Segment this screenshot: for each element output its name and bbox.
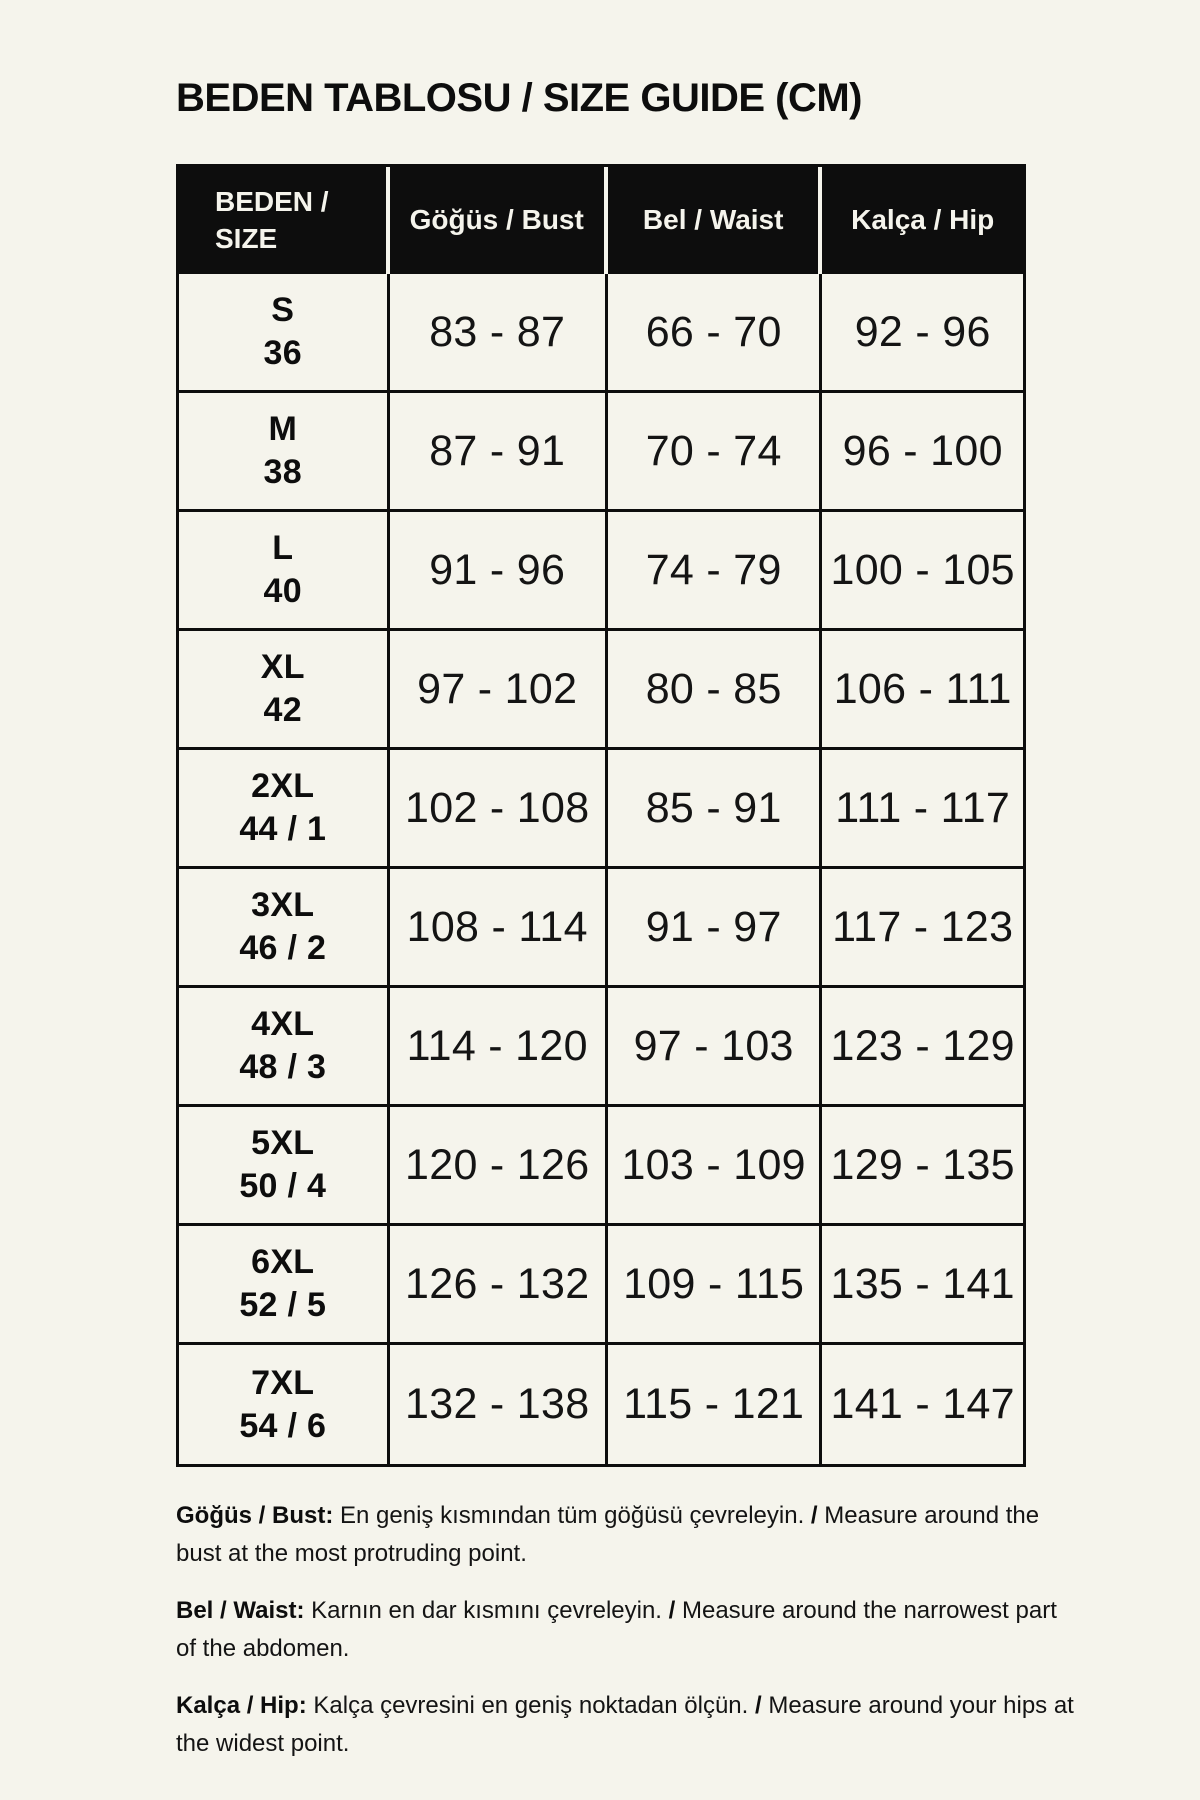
note-hip-tr: Kalça çevresini en geniş noktadan ölçün. xyxy=(313,1692,749,1719)
hip-value-cell: 111 - 117 xyxy=(822,750,1023,869)
size-label: XL xyxy=(260,648,305,687)
size-alt-label: 48 / 3 xyxy=(239,1048,327,1086)
size-alt-label: 38 xyxy=(263,453,302,491)
hip-value-cell: 100 - 105 xyxy=(822,512,1023,631)
size-alt-label: 36 xyxy=(263,334,302,372)
size-cell xyxy=(179,750,390,869)
size-cell xyxy=(179,988,390,1107)
bust-value-cell: 91 - 96 xyxy=(390,512,608,631)
size-label: L xyxy=(272,529,294,568)
note-bust-label: Göğüs / Bust: xyxy=(176,1502,334,1529)
hip-value-cell: 106 - 111 xyxy=(822,631,1023,750)
waist-value-cell: 103 - 109 xyxy=(608,1107,822,1226)
waist-value-cell: 74 - 79 xyxy=(608,512,822,631)
size-label: 2XL xyxy=(251,767,315,806)
size-cell xyxy=(179,393,390,512)
bust-value-cell: 83 - 87 xyxy=(390,274,608,393)
size-cell xyxy=(179,1107,390,1226)
size-label: 7XL xyxy=(251,1363,315,1402)
size-cell xyxy=(179,1345,390,1464)
size-cell xyxy=(179,274,390,393)
note-hip xyxy=(176,1687,1081,1763)
size-alt-label: 54 / 6 xyxy=(239,1406,327,1445)
size-cell xyxy=(179,1226,390,1345)
header-cell-size xyxy=(179,167,390,274)
waist-value-cell: 91 - 97 xyxy=(608,869,822,988)
note-bust-separator: / xyxy=(810,1502,818,1529)
hip-value-cell: 92 - 96 xyxy=(822,274,1023,393)
size-label: 6XL xyxy=(251,1243,315,1282)
note-waist-label: Bel / Waist: xyxy=(176,1597,305,1624)
header-cell-waist xyxy=(608,167,822,274)
waist-value-cell: 85 - 91 xyxy=(608,750,822,869)
header-bust-label: Göğüs / Bust xyxy=(409,204,584,236)
waist-value-cell: 97 - 103 xyxy=(608,988,822,1107)
hip-value-cell: 96 - 100 xyxy=(822,393,1023,512)
header-cell-hip xyxy=(822,167,1023,274)
hip-value-cell: 117 - 123 xyxy=(822,869,1023,988)
hip-value-cell: 129 - 135 xyxy=(822,1107,1023,1226)
hip-value-cell: 141 - 147 xyxy=(822,1345,1023,1464)
size-table-header xyxy=(179,167,1023,274)
note-hip-separator: / xyxy=(755,1692,762,1719)
size-label: S xyxy=(271,291,295,330)
size-alt-label: 50 / 4 xyxy=(239,1167,327,1205)
waist-value-cell: 109 - 115 xyxy=(608,1226,822,1345)
size-label: M xyxy=(268,410,298,449)
size-label: 5XL xyxy=(251,1124,315,1163)
measurement-notes xyxy=(176,1497,1081,1763)
bust-value-cell: 87 - 91 xyxy=(390,393,608,512)
size-cell xyxy=(179,869,390,988)
note-waist-tr: Karnın en dar kısmını çevreleyin. xyxy=(311,1597,662,1624)
note-waist-en: Measure around the narrowest part of the abdomen. xyxy=(176,1597,1057,1662)
header-size-label: BEDEN / SIZE xyxy=(215,185,329,254)
size-alt-label: 46 / 2 xyxy=(239,929,327,967)
bust-value-cell: 120 - 126 xyxy=(390,1107,608,1226)
note-hip-en: Measure around your hips at the widest point. xyxy=(176,1692,1074,1757)
note-waist-separator: / xyxy=(668,1597,676,1624)
note-waist xyxy=(176,1592,1081,1668)
hip-value-cell: 135 - 141 xyxy=(822,1226,1023,1345)
header-waist-label: Bel / Waist xyxy=(642,204,784,236)
bust-value-cell: 114 - 120 xyxy=(390,988,608,1107)
note-hip-label: Kalça / Hip: xyxy=(176,1692,307,1719)
size-alt-label: 42 xyxy=(263,691,302,729)
bust-value-cell: 97 - 102 xyxy=(390,631,608,750)
page-title: BEDEN TABLOSU / SIZE GUIDE (CM) xyxy=(176,76,862,120)
size-table-body xyxy=(179,274,1023,1464)
header-cell-bust xyxy=(390,167,608,274)
bust-value-cell: 132 - 138 xyxy=(390,1345,608,1464)
size-label: 4XL xyxy=(251,1005,315,1044)
size-table xyxy=(176,164,1026,1467)
size-label: 3XL xyxy=(251,886,315,925)
waist-value-cell: 66 - 70 xyxy=(608,274,822,393)
waist-value-cell: 80 - 85 xyxy=(608,631,822,750)
bust-value-cell: 126 - 132 xyxy=(390,1226,608,1345)
size-cell xyxy=(179,631,390,750)
waist-value-cell: 115 - 121 xyxy=(608,1345,822,1464)
size-alt-label: 52 / 5 xyxy=(239,1286,327,1324)
size-cell xyxy=(179,512,390,631)
size-alt-label: 40 xyxy=(263,572,302,610)
bust-value-cell: 102 - 108 xyxy=(390,750,608,869)
note-bust-en: Measure around the bust at the most protruding point. xyxy=(176,1502,1040,1567)
size-alt-label: 44 / 1 xyxy=(239,810,327,848)
waist-value-cell: 70 - 74 xyxy=(608,393,822,512)
hip-value-cell: 123 - 129 xyxy=(822,988,1023,1107)
note-bust-tr: En geniş kısmından tüm göğüsü çevreleyin. xyxy=(340,1502,805,1529)
note-bust xyxy=(176,1497,1081,1573)
bust-value-cell: 108 - 114 xyxy=(390,869,608,988)
header-hip-label: Kalça / Hip xyxy=(851,204,995,236)
